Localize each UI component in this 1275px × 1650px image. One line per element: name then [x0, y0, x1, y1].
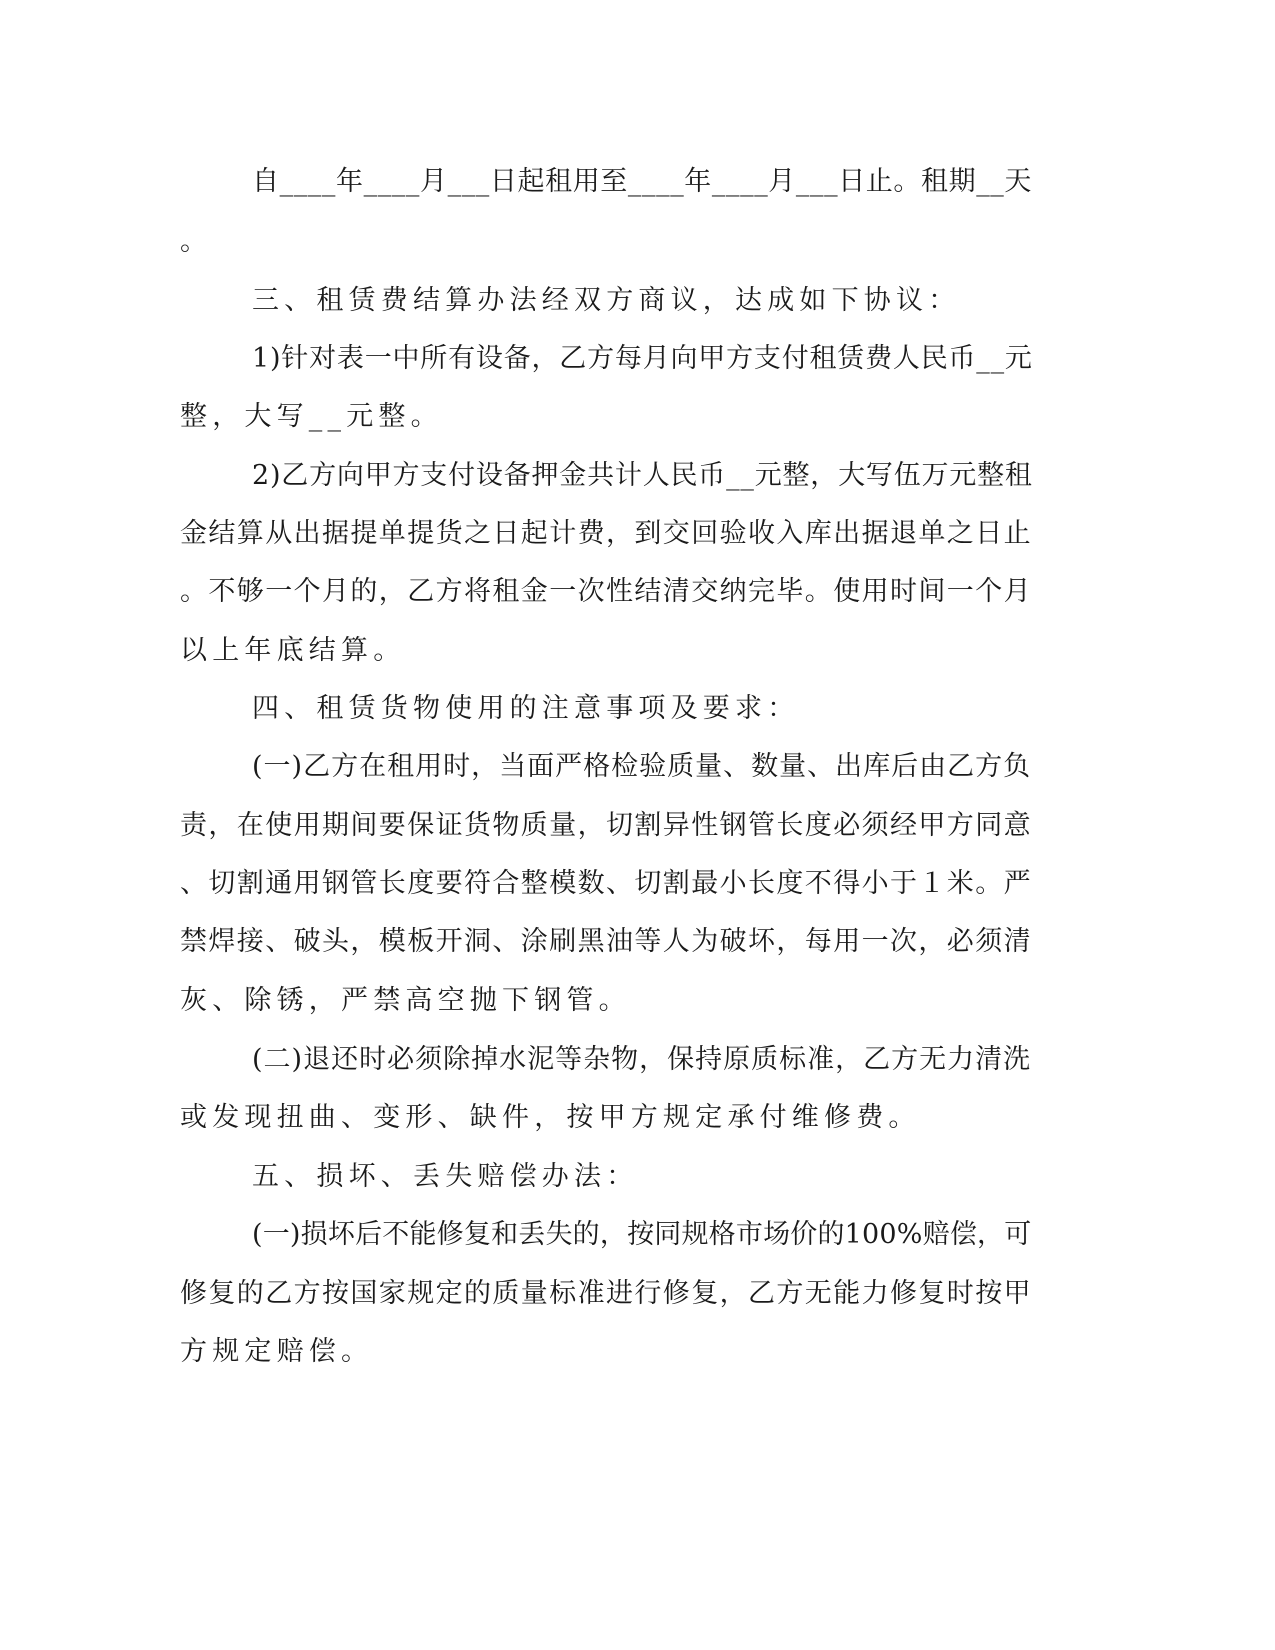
line-text: 金结算从出据提单提货之日起计费，到交回验收入库出据退单之日止: [180, 518, 1032, 549]
line-text: 五、损坏、丢失赔偿办法：: [252, 1161, 639, 1192]
line-text: 或发现扭曲、变形、缺件，按甲方规定承付维修费。: [180, 1102, 921, 1133]
text-line: [0, 864, 1275, 904]
text-line: [0, 514, 1275, 554]
text-line: [0, 631, 1275, 671]
line-text: (二)退还时必须除掉水泥等杂物，保持原质标准，乙方无力清洗: [252, 1044, 1032, 1075]
text-line: [0, 1040, 1275, 1080]
line-text: 整，大写__元整。: [180, 401, 443, 432]
text-line: [0, 806, 1275, 846]
text-line: [0, 456, 1275, 496]
line-text: 以上年底结算。: [180, 635, 406, 666]
text-line: [0, 1274, 1275, 1314]
line-text: 四、租赁货物使用的注意事项及要求：: [252, 693, 800, 724]
text-line: [0, 981, 1275, 1021]
line-text: 责，在使用期间要保证货物质量，切割异性钢管长度必须经甲方同意: [180, 810, 1032, 841]
text-line: [0, 1157, 1275, 1197]
text-line: [0, 397, 1275, 437]
line-text: 。不够一个月的，乙方将租金一次性结清交纳完毕。使用时间一个月: [180, 576, 1032, 607]
text-line: [0, 222, 1275, 262]
text-line: [0, 1332, 1275, 1372]
text-line: [0, 747, 1275, 787]
line-text: (一)乙方在租用时，当面严格检验质量、数量、出库后由乙方负: [252, 751, 1032, 782]
text-line: [0, 1215, 1275, 1255]
text-line: [0, 922, 1275, 962]
text-line: [0, 339, 1275, 379]
line-text: 自____年____月___日起租用至____年____月___日止。租期__天: [252, 166, 1032, 197]
line-text: 、切割通用钢管长度要符合整模数、切割最小长度不得小于１米。严: [180, 868, 1032, 899]
line-text: 禁焊接、破头，模板开洞、涂刷黑油等人为破坏，每用一次，必须清: [180, 926, 1032, 957]
text-line: [0, 689, 1275, 729]
line-text: 2)乙方向甲方支付设备押金共计人民币__元整，大写伍万元整租: [252, 460, 1033, 491]
line-text: 灰、除锈，严禁高空抛下钢管。: [180, 985, 631, 1016]
line-text: 方规定赔偿。: [180, 1336, 374, 1367]
text-line: [0, 572, 1275, 612]
text-line: [0, 1098, 1275, 1138]
line-text: 。: [180, 226, 213, 257]
line-text: (一)损坏后不能修复和丢失的，按同规格市场价的100%赔偿，可: [252, 1219, 1032, 1250]
line-text: 1)针对表一中所有设备，乙方每月向甲方支付租赁费人民币__元: [252, 343, 1033, 374]
line-text: 三、租赁费结算办法经双方商议，达成如下协议：: [252, 285, 961, 316]
line-text: 修复的乙方按国家规定的质量标准进行修复，乙方无能力修复时按甲: [180, 1278, 1032, 1309]
text-line: [0, 281, 1275, 321]
text-line: [0, 162, 1275, 202]
